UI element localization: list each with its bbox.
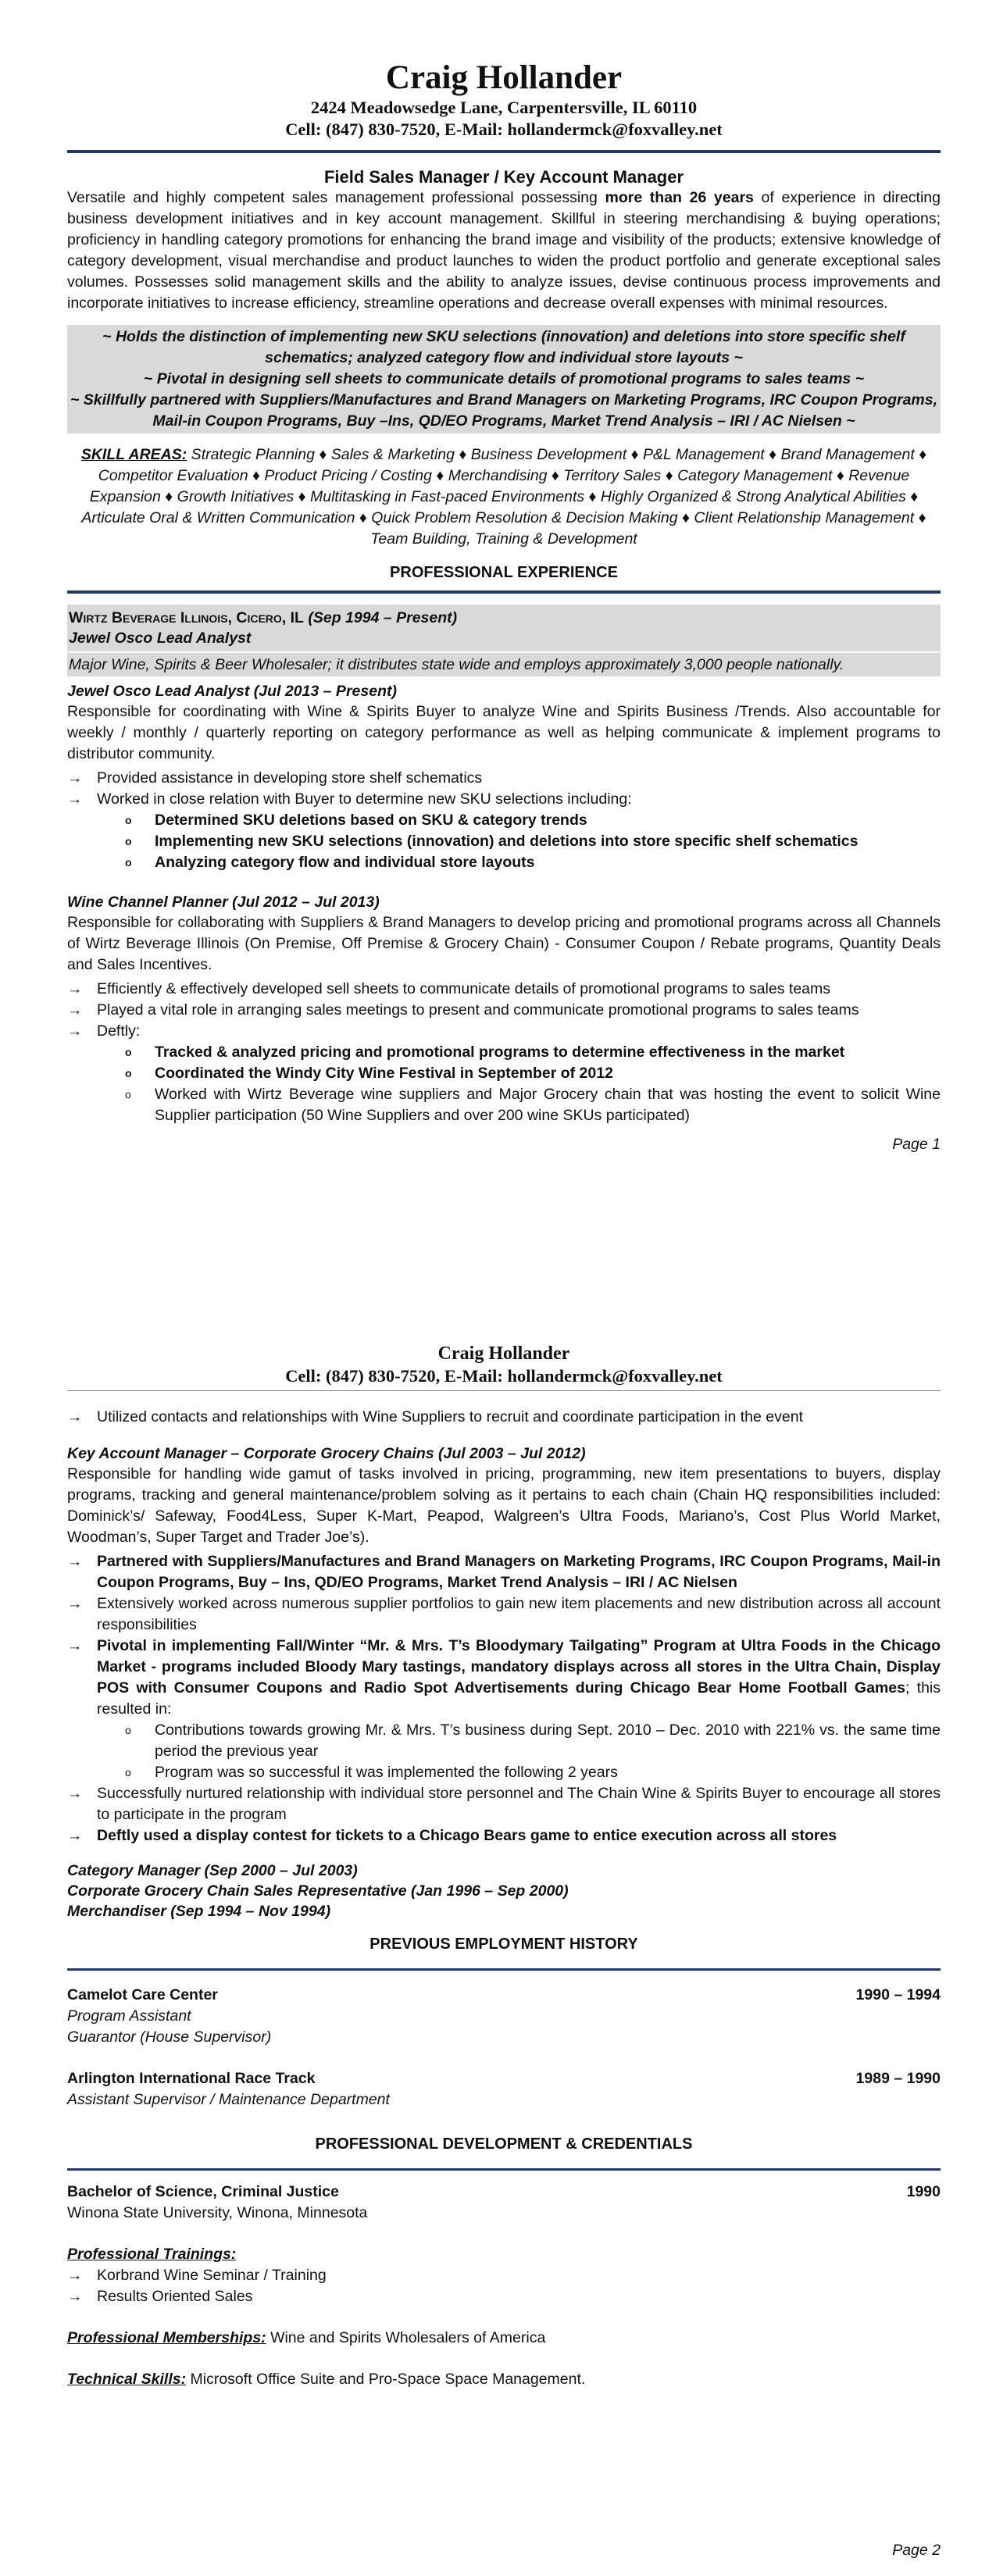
arrow-icon: → [67,2267,83,2284]
job-title: Guarantor (House Supervisor) [67,2028,272,2046]
circle-bullet-icon: o [125,1724,131,1736]
list-item: → Partnered with Suppliers/Manufactures and Brand Managers on Marketing Programs, IRC Coupon Programs, Mail-in Coupon Programs, Buy – Ins, QD/EO Programs, Market Trend Analysis – IRI / AC Nielsen [67,1553,941,1591]
summary-years: more than 26 years [605,189,754,206]
list-item: → Deftly used a display contest for tickets to a Chicago Bears game to entice execution across all stores [67,1825,941,1846]
role-subbullets [67,810,941,873]
arrow-icon: → [67,1827,83,1844]
list-item: → Extensively worked across numerous supplier portfolios to gain new item placements and new distribution across all account responsibilities [67,1595,941,1633]
arrow-icon: → [67,1595,83,1612]
list-item: o Implementing new SKU selections (innovation) and deletions into store specific shelf schematics [125,831,941,852]
role-description: Responsible for coordinating with Wine & Spirits Buyer to analyze Wine and Spirits Business /Trends. Also accountable for weekly / monthly / quarterly reporting on category performance as well as helping communicate & implement programs to distributor community. [67,703,941,762]
arrow-icon: → [67,790,83,808]
job-title: Program Assistant [67,2007,191,2025]
list-item: → Successfully nurtured relationship with individual store personnel and The Chain Wine & Spirits Buyer to encourage all stores to participate in the program [67,1785,941,1823]
company-header [67,605,941,651]
technical-skills-label: Technical Skills: [67,2371,187,2388]
role-description: Responsible for collaborating with Suppliers & Brand Managers to develop pricing and promotional programs across all Channels of Wirtz Beverage Illinois (On Premise, Off Premise & Grocery Chain) - Consumer Coupon / Rebate programs, Quantity Deals and Sales Incentives. [67,914,941,973]
header-divider [67,1390,941,1391]
degree: Bachelor of Science, Criminal Justice [67,2183,339,2200]
school: Winona State University, Winona, Minnesota [67,2204,368,2221]
role-title: Merchandiser (Sep 1994 – Nov 1994) [67,1903,331,1920]
highlights-box [67,325,941,433]
circle-bullet-icon: o [125,835,132,847]
list-item: o Contributions towards growing Mr. & Mrs. T’s business during Sept. 2010 – Dec. 2010 with 221% vs. the same time period the previous year [125,1721,941,1760]
summary-title: Field Sales Manager / Key Account Manager [323,167,684,187]
list-item: o Tracked & analyzed pricing and promotional programs to determine effectiveness in the market [125,1042,941,1063]
technical-skills: Technical Skills: Microsoft Office Suite and Pro-Space Space Management. [67,2371,586,2388]
section-heading-development: PROFESSIONAL DEVELOPMENT & CREDENTIALS [315,2135,693,2153]
role-bullets [67,1407,941,1428]
list-item: o Determined SKU deletions based on SKU & category trends [125,810,941,831]
section-heading-previous-employment: PREVIOUS EMPLOYMENT HISTORY [369,1936,638,1953]
job-title: Assistant Supervisor / Maintenance Department [67,2091,390,2108]
circle-bullet-icon: o [125,1067,132,1079]
arrow-icon: → [67,1785,83,1802]
list-item: → Efficiently & effectively developed sell sheets to communicate details of promotional programs to sales teams [67,979,941,1000]
employment-entry [67,2068,941,2110]
company-description: Major Wine, Spirits & Beer Wholesaler; it distributes state wide and employs approximately 3,000 people nationally. [67,653,941,676]
trainings [67,2244,941,2307]
arrow-icon: → [67,1001,83,1019]
skill-areas [67,444,941,550]
employment-dates: 1989 – 1990 [855,2070,941,2087]
employer-name: Arlington International Race Track [67,2070,316,2087]
employment-entry [67,1985,941,2048]
company-role: Jewel Osco Lead Analyst [69,630,252,647]
role-title: Corporate Grocery Chain Sales Representative (Jan 1996 – Sep 2000) [67,1882,569,1900]
skill-areas-list: Strategic Planning ♦ Sales & Marketing ♦ Business Development ♦ P&L Management ♦ Brand Management ♦ Competitor Evaluation ♦ Product Pricing / Costing ♦ Merchandising ♦ Territory Sales ♦ Category Management ♦ Revenue Expansion ♦ Growth Initiatives ♦ Multitasking in Fast-paced Environments ♦ Highly Organized & Strong Analytical Abilities ♦ Articulate Oral & Written Communication ♦ Quick Problem Resolution & Decision Making ♦ Client Relationship Management ♦ Team Building, Training & Development [81,446,927,548]
arrow-icon: → [67,1553,83,1570]
resume-page-2 [67,1342,941,2390]
employer-name: Camelot Care Center [67,1986,218,2003]
header-divider [67,150,941,153]
role-bullets [67,1551,941,1720]
role-subbullets [67,1042,941,1126]
highlight-item: ~ Pivotal in designing sell sheets to communicate details of promotional programs to sales teams ~ [143,370,865,387]
degree-year: 1990 [906,2183,941,2200]
arrow-icon: → [67,1408,83,1425]
section-heading-experience: PROFESSIONAL EXPERIENCE [390,564,618,581]
memberships: Professional Memberships: Wine and Spirits Wholesalers of America [67,2329,546,2346]
role-subbullets [67,1720,941,1783]
circle-bullet-icon: o [125,1088,131,1101]
address: 2424 Meadowsedge Lane, Carpentersville, IL 60110 [310,98,698,117]
candidate-name: Craig Hollander [437,1343,570,1364]
role-title: Category Manager (Sep 2000 – Jul 2003) [67,1862,358,1879]
page-number: Page 2 [892,2542,941,2559]
list-item: o Coordinated the Windy City Wine Festival in September of 2012 [125,1063,941,1084]
role-bullets [67,979,941,1042]
company-name: Wirtz Beverage Illinois, Cicero, IL [69,609,304,626]
arrow-icon: → [67,1637,83,1654]
section-divider [67,2168,941,2171]
earlier-roles [67,1861,941,1921]
list-item: → Korbrand Wine Seminar / Training [67,2265,941,2286]
summary-text-1: Versatile and highly competent sales management professional possessing [67,189,605,206]
arrow-icon: → [67,769,83,787]
circle-bullet-icon: o [125,1766,131,1779]
company-dates: (Sep 1994 – Present) [308,609,458,626]
contact-line: Cell: (847) 830-7520, E-Mail: hollandermck@foxvalley.net [285,120,723,139]
arrow-icon: → [67,980,83,997]
role-title: Key Account Manager – Corporate Grocery Chains (Jul 2003 – Jul 2012) [67,1445,586,1462]
list-item: o Program was so successful it was implemented the following 2 years [125,1762,941,1783]
role-title: Jewel Osco Lead Analyst (Jul 2013 – Present) [67,683,397,700]
role-bullets [67,1783,941,1846]
arrow-icon: → [67,2288,83,2305]
circle-bullet-icon: o [125,814,132,826]
list-item: → Deftly: [67,1021,941,1042]
list-item: → Utilized contacts and relationships with Wine Suppliers to recruit and coordinate participation in the event [67,1407,941,1428]
page-number: Page 1 [892,1136,941,1153]
circle-bullet-icon: o [125,1046,132,1058]
list-item: → Provided assistance in developing store shelf schematics [67,768,941,789]
role-bullets [67,768,941,810]
summary-text-2: of experience in directing business development initiatives and in key account management. Skillful in steering merchandising & buying operations; proficiency in handling category promotions for enhancing the brand image and visibility of the products; extensive knowledge of category development, visual merchandise and product launches to widen the product portfolio and generate exceptional sales volumes. Possesses solid management skills and the ability to analyze issues, devise continuous process improvements and incorporate initiatives to increase efficiency, streamline operations and decrease overall expenses with minimal resources. [67,189,941,312]
list-item: → Played a vital role in arranging sales meetings to present and communicate promotional programs to sales teams [67,1000,941,1021]
list-item: → Worked in close relation with Buyer to determine new SKU selections including: [67,789,941,810]
circle-bullet-icon: o [125,856,132,869]
highlight-item: ~ Skillfully partnered with Suppliers/Manufactures and Brand Managers on Marketing Programs, IRC Coupon Programs, Mail-in Coupon Programs, Buy –Ins, QD/EO Programs, Market Trend Analysis – IRI / AC Nielsen ~ [70,391,938,430]
arrow-icon: → [67,1022,83,1040]
list-item: o Worked with Wirtz Beverage wine suppliers and Major Grocery chain that was hosting the event to solicit Wine Supplier participation (50 Wine Suppliers and over 200 wine SKUs participated) [125,1086,941,1124]
memberships-label: Professional Memberships: [67,2329,266,2346]
section-divider [67,1968,941,1971]
highlight-item: ~ Holds the distinction of implementing new SKU selections (innovation) and deletions into store specific shelf schematics; analyzed category flow and individual store layouts ~ [102,328,905,366]
list-item: o Analyzing category flow and individual store layouts [125,852,941,873]
trainings-label: Professional Trainings: [67,2246,237,2263]
candidate-name: Craig Hollander [385,59,623,96]
contact-line: Cell: (847) 830-7520, E-Mail: hollandermck@foxvalley.net [285,1366,723,1386]
skill-areas-label: SKILL AREAS: [80,446,187,463]
resume-page-1 [67,59,941,1154]
summary-paragraph [67,187,941,314]
list-item: → Results Oriented Sales [67,2286,941,2307]
employment-dates: 1990 – 1994 [855,1986,941,2003]
list-item: → Pivotal in implementing Fall/Winter “Mr. & Mrs. T’s Bloodymary Tailgating” Program at Ultra Foods in the Chicago Market - programs included Bloody Mary tastings, mandatory displays across all stores in the Ultra Chain, Display POS with Consumer Coupons and Radio Spot Advertisements during Chicago Bear Home Football Games; this resulted in: [67,1637,941,1718]
role-title: Wine Channel Planner (Jul 2012 – Jul 2013) [67,894,380,911]
section-divider [67,590,941,594]
education-entry [67,2182,941,2224]
role-description: Responsible for handling wide gamut of tasks involved in pricing, programming, new item presentations to buyers, display programs, tracking and general maintenance/problem solving as it pertains to each chain (Chain HQ responsibilities included: Dominick’s/ Safeway, Food4Less, Super K-Mart, Peapod, Walgreen’s Ultra Foods, Mariano’s, Cost Plus World Market, Woodman’s, Super Target and Trader Joe’s). [67,1465,941,1546]
